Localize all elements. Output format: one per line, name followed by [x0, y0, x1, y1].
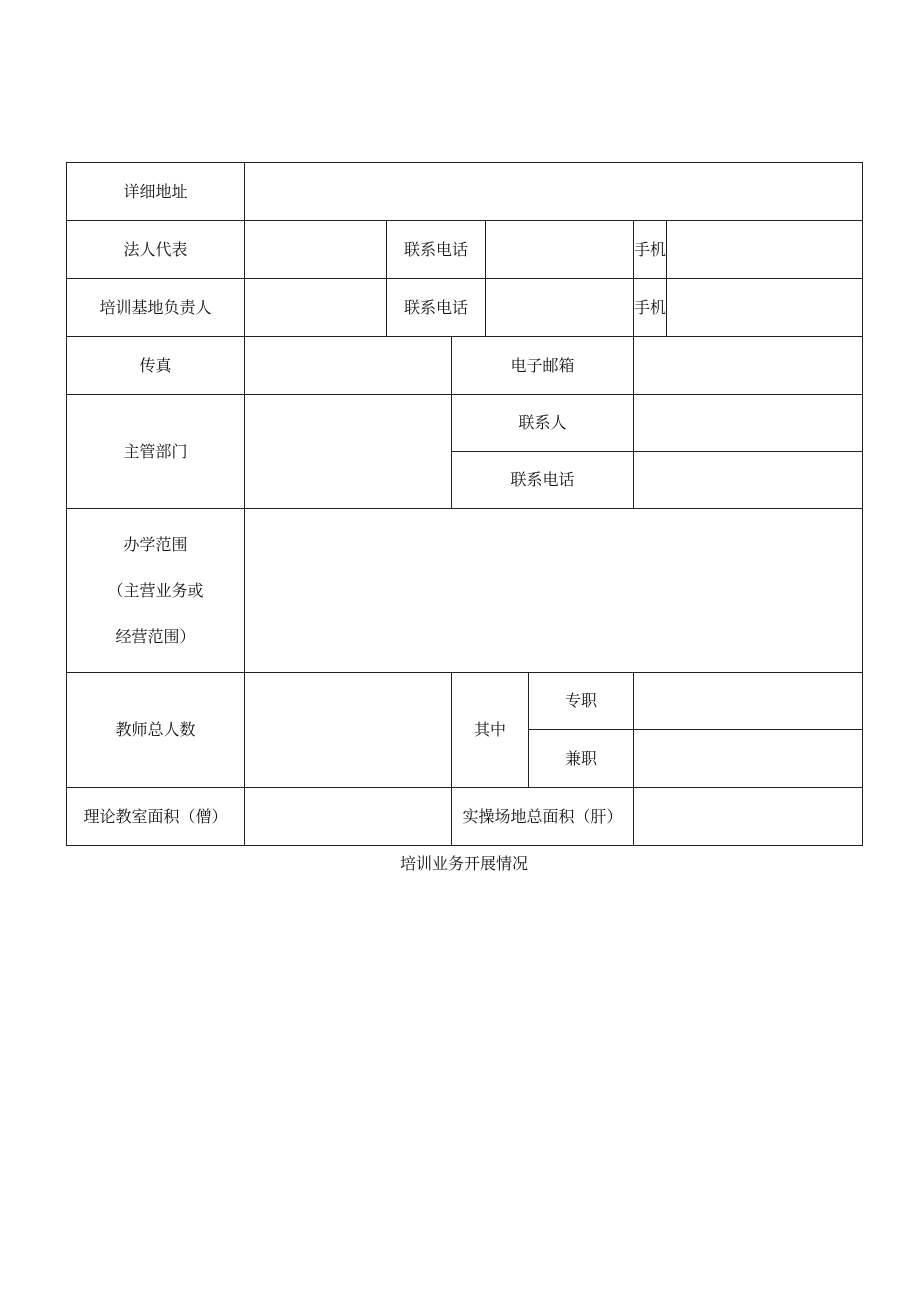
of-which-label: 其中: [452, 673, 529, 788]
email-label: 电子邮箱: [452, 337, 634, 395]
full-time-field[interactable]: [634, 673, 863, 730]
legal-rep-row: [67, 221, 863, 279]
scope-field[interactable]: [245, 509, 863, 673]
teachers-total-field[interactable]: [245, 673, 452, 788]
registration-form-table: [66, 162, 863, 846]
contact-person-field[interactable]: [634, 395, 863, 452]
theory-area-label: 理论教室面积（僧）: [67, 788, 245, 846]
department-field[interactable]: [245, 395, 452, 509]
legal-rep-mobile-field[interactable]: [667, 221, 863, 279]
base-manager-label: 培训基地负责人: [67, 279, 245, 337]
scope-label-line-2: （主营业务或: [107, 580, 204, 600]
practice-area-label: 实操场地总面积（肝）: [452, 788, 634, 846]
contact-person-label: 联系人: [452, 395, 634, 452]
section-caption: 培训业务开展情况: [399, 854, 528, 873]
address-row: [67, 163, 863, 221]
part-time-label: 兼职: [529, 730, 634, 788]
fax-field[interactable]: [245, 337, 452, 395]
base-manager-phone-field[interactable]: [486, 279, 634, 337]
teachers-row-1: [67, 673, 863, 730]
address-field[interactable]: [245, 163, 863, 221]
base-manager-row: [67, 279, 863, 337]
legal-rep-phone-field[interactable]: [486, 221, 634, 279]
legal-rep-field[interactable]: [245, 221, 387, 279]
scope-label-line-1: 办学范围: [123, 534, 188, 554]
email-field[interactable]: [634, 337, 863, 395]
legal-rep-label: 法人代表: [67, 221, 245, 279]
area-row: [67, 788, 863, 846]
part-time-field[interactable]: [634, 730, 863, 788]
address-label: 详细地址: [67, 163, 245, 221]
scope-label: [67, 509, 245, 673]
scope-label-line-3: 经营范围）: [115, 626, 196, 646]
teachers-total-label: 教师总人数: [67, 673, 245, 788]
department-phone-field[interactable]: [634, 452, 863, 509]
theory-area-field[interactable]: [245, 788, 452, 846]
base-manager-mobile-label: 手机: [634, 279, 667, 337]
base-manager-phone-label: 联系电话: [387, 279, 486, 337]
legal-rep-phone-label: 联系电话: [387, 221, 486, 279]
fax-email-row: [67, 337, 863, 395]
base-manager-mobile-field[interactable]: [667, 279, 863, 337]
scope-row: [67, 509, 863, 673]
department-label: 主管部门: [67, 395, 245, 509]
department-phone-label: 联系电话: [452, 452, 634, 509]
legal-rep-mobile-label: 手机: [634, 221, 667, 279]
fax-label: 传真: [67, 337, 245, 395]
full-time-label: 专职: [529, 673, 634, 730]
department-row-1: [67, 395, 863, 452]
base-manager-field[interactable]: [245, 279, 387, 337]
practice-area-field[interactable]: [634, 788, 863, 846]
